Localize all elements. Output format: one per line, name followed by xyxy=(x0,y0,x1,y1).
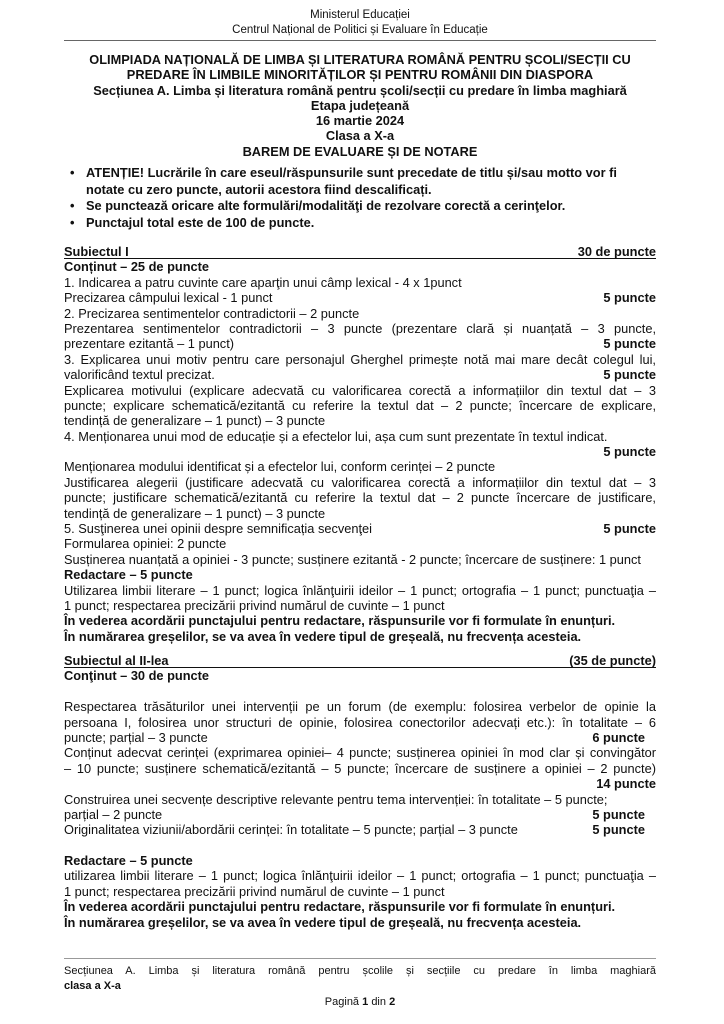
page-total: 2 xyxy=(389,996,396,1008)
class-line: Clasa a X-a xyxy=(325,128,395,144)
line-text: parțial – 2 puncte xyxy=(64,806,163,822)
points: 5 puncte xyxy=(592,806,645,822)
barem-title: BAREM DE EVALUARE ȘI DE NOTARE xyxy=(242,143,478,159)
list-item xyxy=(64,198,656,215)
text-line: Prezentarea sentimentelor contradictorii – 3 puncte (prezentare clară și nuanțată – 3 puncte, xyxy=(64,320,656,336)
text-line: 2. Precizarea sentimentelor contradictorii – 2 puncte xyxy=(64,305,360,321)
text-line: 1. Indicarea a patru cuvinte care aparţin unui câmp lexical - 4 x 1punct xyxy=(64,274,462,290)
section-line: Secțiunea A. Limba și literatura română pentru școli/secții cu predare în limba maghiară xyxy=(93,82,627,98)
list-item xyxy=(64,165,656,198)
line-text: Precizarea câmpului lexical - 1 punct xyxy=(64,290,273,306)
document-title xyxy=(64,52,656,159)
line-text: valorificând textul precizat. xyxy=(64,367,215,383)
footer-section: Secțiunea A. Limba și literatura română pentru școlile și secțiile cu predare în limba maghiară xyxy=(64,965,656,977)
text-line: tendință de generalizare – 1 punct) – 3 puncte xyxy=(64,505,326,521)
points: 5 puncte xyxy=(603,336,656,352)
text-line xyxy=(64,290,656,305)
text-line xyxy=(64,776,656,791)
points: 5 puncte xyxy=(592,822,645,838)
text-line: Conținut adecvat cerinței (exprimarea opiniei– 4 puncte; susținerea opiniei în mod clar și convingător xyxy=(64,745,656,761)
content-heading: Conținut – 25 de puncte xyxy=(64,259,210,275)
page-footer xyxy=(64,964,656,1010)
stage-line: Etapa județeană xyxy=(310,97,410,113)
subject-2 xyxy=(64,653,656,930)
text-line: Menționarea modului identificat și a efectelor lui, conform cerinței – 2 puncte xyxy=(64,459,496,475)
text-line: utilizarea limbii literare – 1 punct; logica înlănţuirii ideilor – 1 punct; ortografia – 1 punct; punctuaţia – xyxy=(64,868,656,884)
text-line: Susținerea nuanțată a opiniei - 3 puncte; susținere ezitantă - 2 puncte; încercare de susținere: 1 punct xyxy=(64,551,641,567)
text-line: persoana I, folosirea unor structuri de opinie, folosirea conectorilor adecvați etc.): în totalitate – 6 xyxy=(64,714,656,730)
line-text: prezentare ezitantă – 1 punct) xyxy=(64,336,235,352)
text-line: Respectarea trăsăturilor unei intervenții pe un forum (de exemplu: folosirea verbelor de opinie la xyxy=(64,699,656,715)
subject-title: Subiectul I xyxy=(64,244,129,259)
text-line xyxy=(64,521,656,536)
content-heading: Conţinut – 30 de puncte xyxy=(64,668,210,684)
footer-divider xyxy=(64,958,656,959)
text-line: 1 punct; respectarea precizării privind numărul de cuvinte – 1 punct xyxy=(64,883,445,899)
text-line: Formularea opiniei: 2 puncte xyxy=(64,536,227,552)
text-line: Construirea unei secvențe descriptive relevante pentru tema intervenției: în totalitate – 5 puncte; xyxy=(64,791,608,807)
list-item xyxy=(64,215,656,232)
points: 5 puncte xyxy=(603,290,656,306)
bullet-icon: • xyxy=(70,198,75,213)
text-line: 4. Menționarea unui mod de educație și a efectelor lui, așa cum sunt prezentate în textul indicat. xyxy=(64,428,608,444)
note-line: În numărarea greșelilor, se va avea în vedere tipul de greșeală, nu frecvența acesteia. xyxy=(64,914,582,930)
points: 5 puncte xyxy=(603,521,656,537)
ministry-name: Ministerul Educației xyxy=(310,9,410,21)
bullet-text: Punctajul total este de 100 de puncte. xyxy=(86,214,315,230)
subject-title: Subiectul al II-lea xyxy=(64,653,169,668)
redactare-heading: Redactare – 5 puncte xyxy=(64,567,193,583)
bullet-icon: • xyxy=(70,165,75,180)
points: 5 puncte xyxy=(603,367,656,383)
bullet-text: Se punctează oricare alte formulări/modalităţi de rezolvare corectă a cerinţelor. xyxy=(86,198,566,213)
text-line xyxy=(64,367,656,382)
points: 6 puncte xyxy=(592,729,645,745)
line-text: 5. Susţinerea unei opinii despre semnificația secvenţei xyxy=(64,521,373,537)
subject-total: (35 de puncte) xyxy=(569,653,656,668)
note-line: În vederea acordării punctajului pentru redactare, răspunsurile vor fi formulate în enunțuri. xyxy=(64,899,616,915)
footer-class: clasa a X-a xyxy=(64,980,121,992)
center-name: Centrul Național de Politici și Evaluare în Educație xyxy=(232,24,488,36)
points: 14 puncte xyxy=(596,776,656,792)
text-line xyxy=(64,336,656,351)
note-line: În numărarea greșelilor, se va avea în vedere tipul de greșeală, nu frecvența acesteia. xyxy=(64,628,582,644)
page-number xyxy=(64,995,656,1010)
text-line: Explicarea motivului (explicare adecvată cu valorificarea corectă a informațiilor din textul dat – 3 xyxy=(64,382,656,398)
instructions-list xyxy=(64,165,656,231)
text-line: – 10 puncte; susținere schematică/ezitantă – 5 puncte; încercare de susținere a opiniei – 2 puncte) xyxy=(64,760,656,776)
text-line xyxy=(64,444,656,459)
points: 5 puncte xyxy=(603,444,656,460)
text-line: Justificarea alegerii (justificare adecvată cu valorificarea corectă a informațiilor din textul dat – 3 xyxy=(64,474,656,490)
page-current: 1 xyxy=(362,996,369,1008)
page-sep: din xyxy=(371,996,386,1008)
page-header xyxy=(64,8,656,38)
note-line: În vederea acordării punctajului pentru redactare, răspunsurile vor fi formulate în enunțuri. xyxy=(64,613,616,629)
date-line: 16 martie 2024 xyxy=(315,113,405,129)
subject-2-heading xyxy=(64,653,656,668)
redactare-heading: Redactare – 5 puncte xyxy=(64,853,193,869)
text-line xyxy=(64,807,656,822)
title-line: OLIMPIADA NAȚIONALĂ DE LIMBA ȘI LITERATURA ROMÂNĂ PENTRU ȘCOLI/SECȚII CU xyxy=(89,52,631,67)
subject-total: 30 de puncte xyxy=(577,244,656,259)
text-line: 1 punct; respectarea precizării privind numărul de cuvinte – 1 punct xyxy=(64,597,445,613)
bullet-icon: • xyxy=(70,214,75,230)
text-line: 3. Explicarea unui motiv pentru care personajul Gherghel primește notă mai mare decât colegul lui, xyxy=(64,351,656,367)
header-divider xyxy=(64,40,656,41)
title-line: PREDARE ÎN LIMBILE MINORITĂȚILOR ȘI PENTRU ROMÂNII DIN DIASPORA xyxy=(126,67,594,83)
line-text: puncte; parțial – 3 puncte xyxy=(64,729,208,745)
text-line: Utilizarea limbii literare – 1 punct; logica înlănţuirii ideilor – 1 punct; ortografia – 1 punct; punctuaţia – xyxy=(64,582,656,598)
text-line xyxy=(64,822,656,837)
page-label: Pagină xyxy=(324,996,360,1008)
subject-1 xyxy=(64,244,656,644)
line-text: Originalitatea viziunii/abordării cerinței: în totalitate – 5 puncte; parțial – 3 puncte xyxy=(64,822,518,838)
text-line: puncte; explicare schematică/ezitantă cu referire la textul dat – 2 puncte; încercare de explicare, xyxy=(64,397,656,413)
text-line: puncte; justificare schematică/ezitantă cu referire la textul dat – 2 puncte încercare de justificare, xyxy=(64,490,656,506)
text-line xyxy=(64,730,656,745)
subject-1-heading xyxy=(64,244,656,259)
bullet-text: ATENȚIE! Lucrările în care eseul/răspunsurile sunt precedate de titlu și/sau motto vor fi xyxy=(86,165,617,180)
text-line: tendință de generalizare – 1 punct) – 3 puncte xyxy=(64,413,326,429)
bullet-text: notate cu zero puncte, autorii acestora fiind descalificați. xyxy=(86,181,432,197)
